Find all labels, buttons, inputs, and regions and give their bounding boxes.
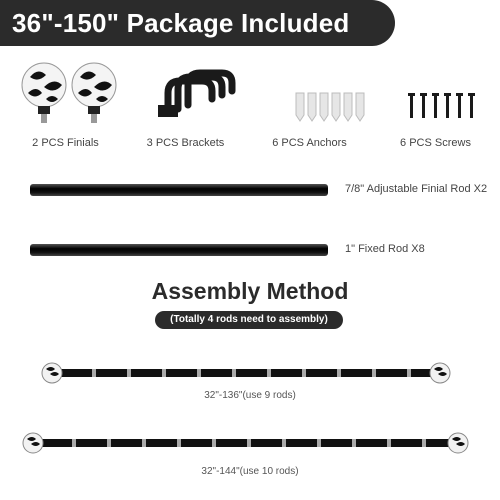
finials-item xyxy=(8,55,123,155)
fixed-rod-label: 1" Fixed Rod X8 xyxy=(345,243,425,255)
finial-icon xyxy=(8,55,123,130)
brackets-item xyxy=(128,55,243,155)
anchor-icon xyxy=(252,55,367,130)
assembly-example-10-rods xyxy=(0,428,500,458)
assembly-title: Assembly Method xyxy=(151,278,349,304)
adjustable-rod-icon xyxy=(30,184,328,196)
finials-label: 2 PCS Finials xyxy=(32,137,99,149)
bracket-icon xyxy=(128,55,243,130)
assembled-rod-9-icon xyxy=(0,358,500,388)
assembly-caption-9-rods: 32"-136"(use 9 rods) xyxy=(204,390,296,401)
fixed-rod-icon xyxy=(30,244,328,256)
screws-item xyxy=(378,55,493,155)
assembly-note: (Totally 4 rods need to assembly) xyxy=(155,311,343,329)
adjustable-rod-label: 7/8" Adjustable Finial Rod X2 xyxy=(345,183,488,195)
brackets-label: 3 PCS Brackets xyxy=(146,137,225,149)
fixed-rod-row xyxy=(0,235,500,265)
package-banner xyxy=(0,0,395,46)
anchors-label: 6 PCS Anchors xyxy=(272,137,347,149)
assembly-caption-10-rods: 32"-144"(use 10 rods) xyxy=(201,466,299,477)
screw-icon xyxy=(378,55,493,130)
parts-row xyxy=(0,55,500,155)
assembly-example-9-rods xyxy=(0,358,500,388)
banner-title: 36"-150" Package Included xyxy=(12,7,350,38)
assembled-rod-10-icon xyxy=(0,428,500,458)
adjustable-rod-row xyxy=(0,175,500,205)
screws-label: 6 PCS Screws xyxy=(400,137,471,149)
anchors-item xyxy=(252,55,367,155)
